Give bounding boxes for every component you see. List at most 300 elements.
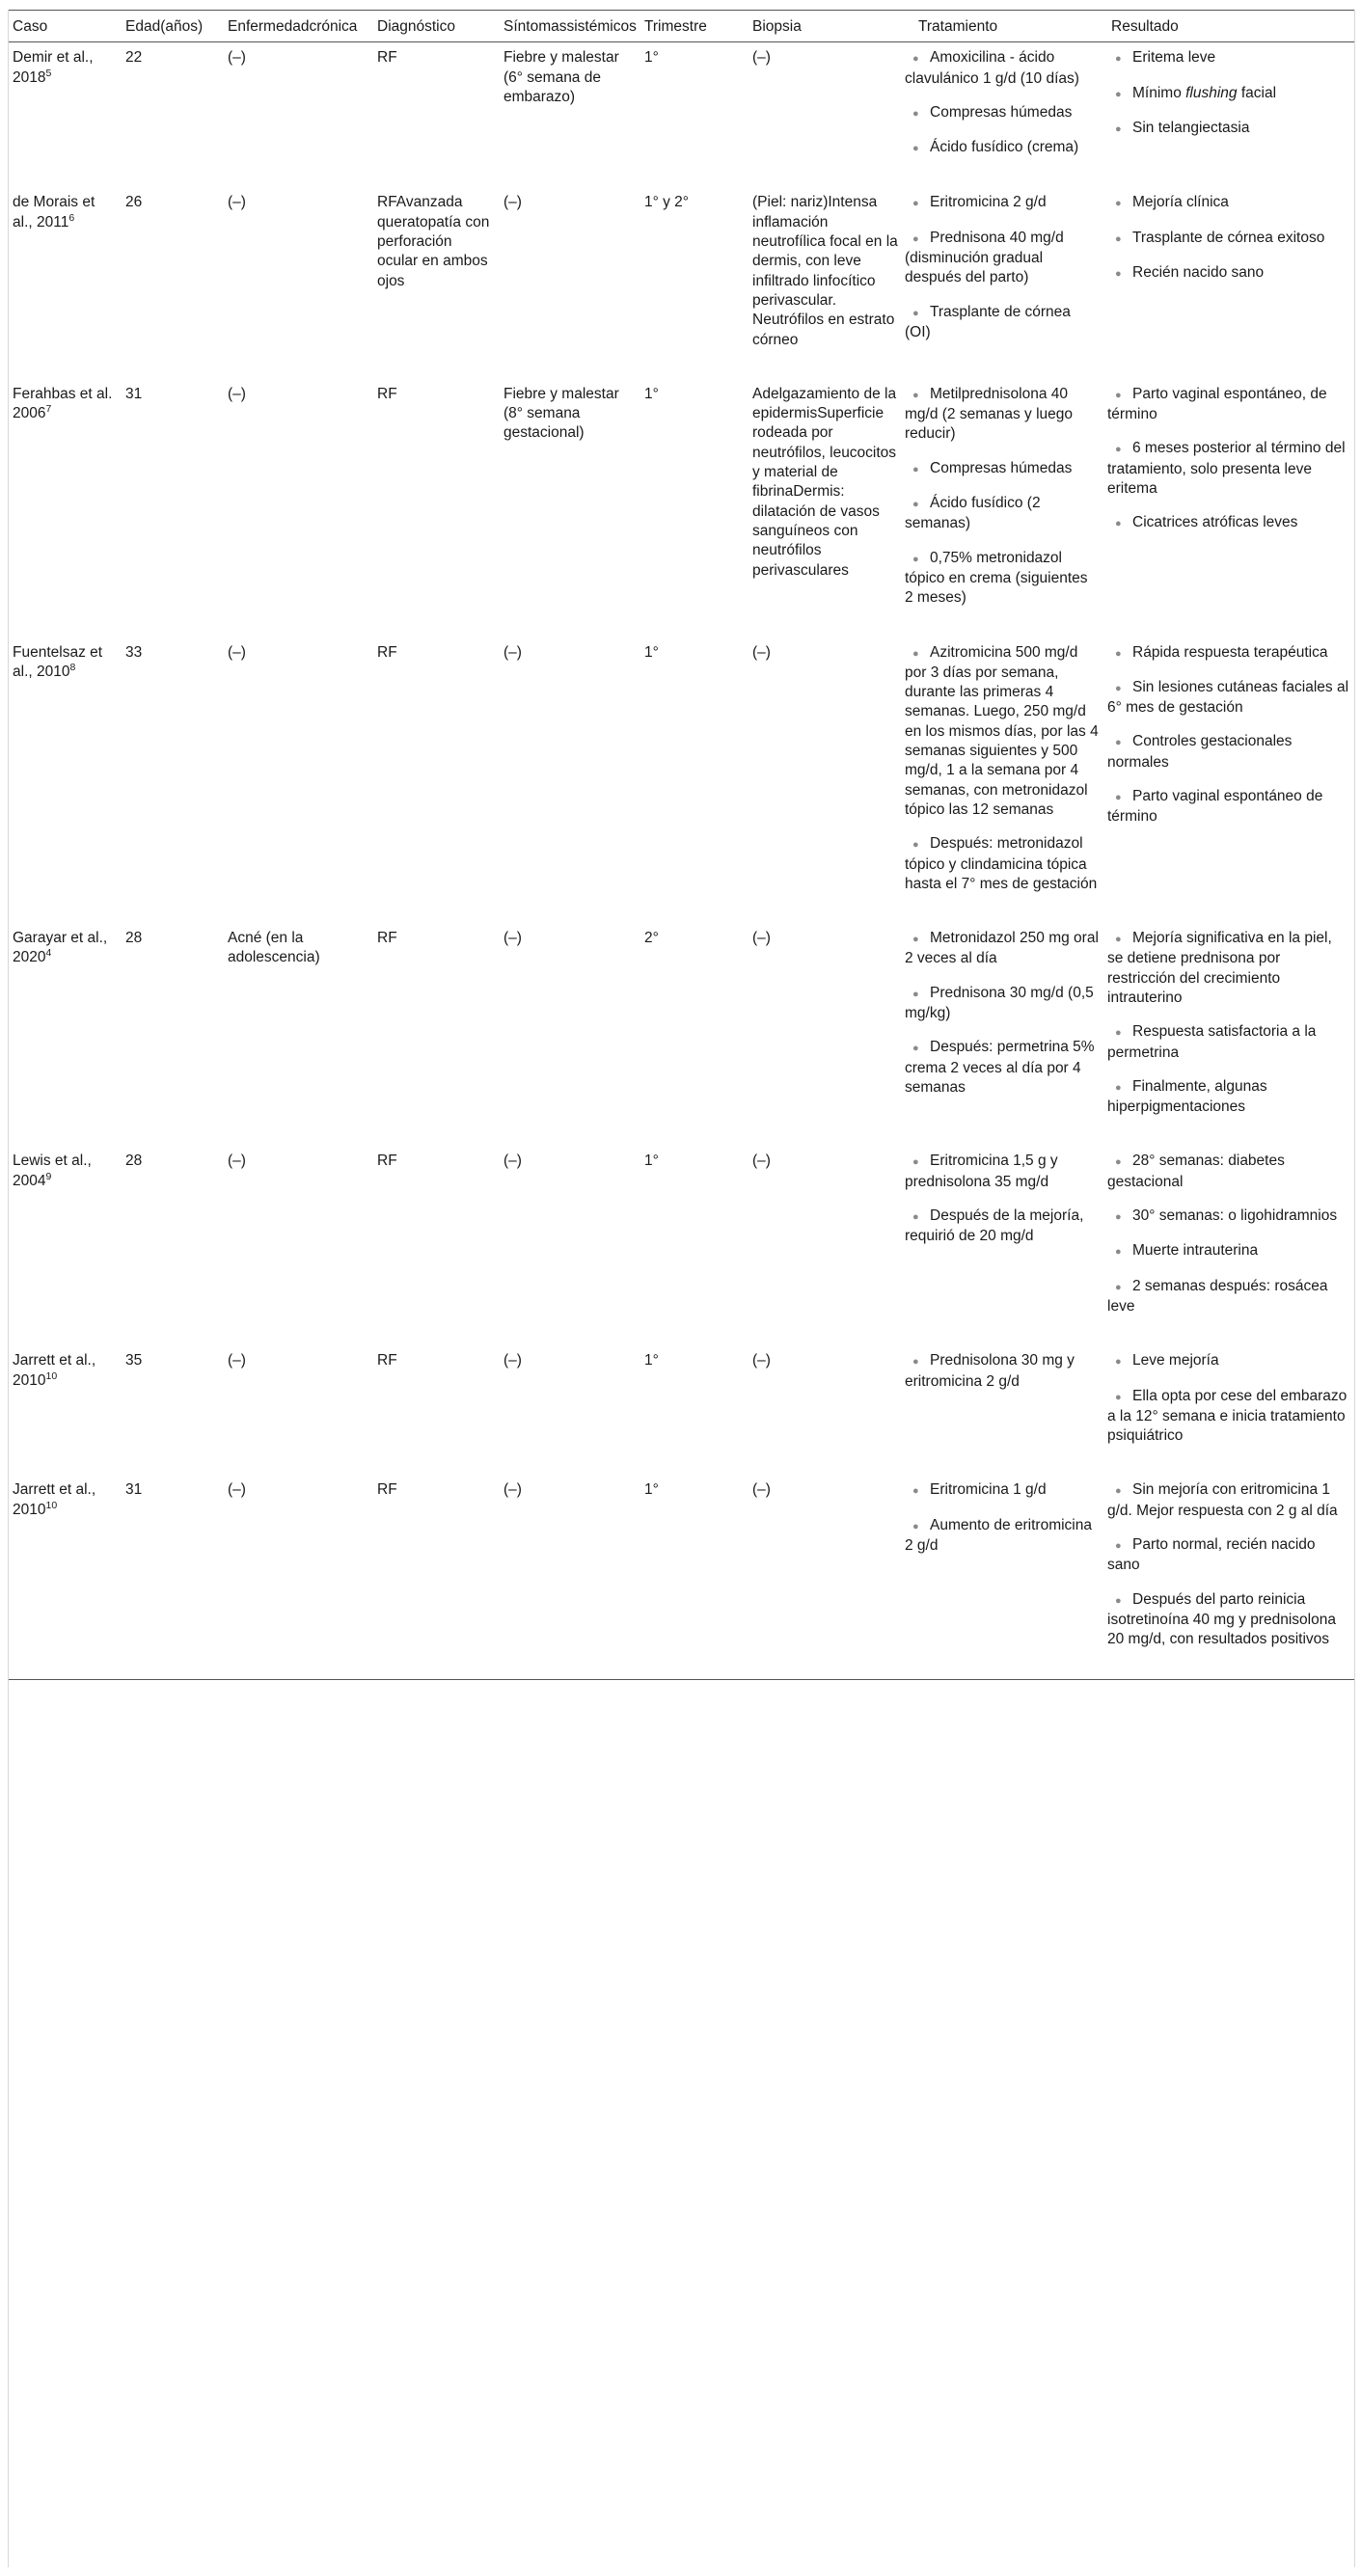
cell-diagnostico-text: RF <box>377 385 397 402</box>
list-item <box>905 984 1100 1024</box>
list-item-text: 6 meses posterior al término del tratamiento, solo presenta leve eritema <box>1107 440 1346 498</box>
cell-resultado <box>1103 379 1354 637</box>
cell-biopsia <box>749 1345 905 1475</box>
cell-tratamiento-list <box>905 48 1100 158</box>
cell-enfermedad <box>224 1146 373 1345</box>
cell-caso <box>9 1345 122 1475</box>
list-item-text: Ácido fusídico (crema) <box>930 139 1079 156</box>
cell-diagnostico <box>373 637 500 924</box>
cell-resultado <box>1103 1475 1354 1679</box>
cell-edad-text: 26 <box>125 194 143 211</box>
cell-tratamiento <box>905 1475 1103 1679</box>
cell-edad <box>122 187 224 378</box>
header-diagnostico: Diagnóstico <box>373 11 500 42</box>
bullet-icon: ● <box>1115 1356 1122 1369</box>
cell-enfermedad <box>224 1475 373 1679</box>
cell-trimestre-text: 1° <box>644 385 659 402</box>
cell-caso-text: Lewis et al., 2004 <box>13 1152 92 1189</box>
list-item-text: Prednisolona 30 mg y eritromicina 2 g/d <box>905 1352 1075 1390</box>
cell-caso-text: de Morais et al., 2011 <box>13 194 95 230</box>
cell-trimestre <box>640 1146 749 1345</box>
bullet-icon: ● <box>912 1485 919 1498</box>
cell-trimestre <box>640 923 749 1146</box>
table-row <box>9 923 1354 1146</box>
list-item-text: Muerte intrauterina <box>1132 1242 1259 1260</box>
cell-trimestre-text: 1° <box>644 49 659 67</box>
cell-edad <box>122 379 224 637</box>
cell-diagnostico-text: RF <box>377 1152 397 1170</box>
cell-biopsia-text: Adelgazamiento de la epidermisSuperficie rodeada por neutrófilos, leucocitos y material de fibrinaDermis: dilatación de vasos sanguíneos con neutrófilos perivasculares <box>752 385 897 579</box>
reference-number: 5 <box>45 67 52 79</box>
list-item <box>905 303 1100 343</box>
cell-edad-text: 22 <box>125 49 143 67</box>
list-item-text: Respuesta satisfactoria a la permetrina <box>1107 1023 1317 1061</box>
list-item-text: Eritromicina 1,5 g y prednisolona 35 mg/d <box>905 1152 1058 1190</box>
list-item <box>1107 385 1350 425</box>
cell-tratamiento <box>905 637 1103 924</box>
list-item-text: Ácido fusídico (2 semanas) <box>905 495 1041 532</box>
table-row <box>9 637 1354 924</box>
list-item <box>905 929 1100 969</box>
list-item-text: Prednisona 40 mg/d (disminución gradual después del parto) <box>905 229 1064 286</box>
cell-trimestre-text: 2° <box>644 930 659 947</box>
cell-enfermedad <box>224 379 373 637</box>
list-item <box>905 193 1100 213</box>
cell-tratamiento-list <box>905 643 1100 895</box>
cell-tratamiento-list <box>905 1351 1100 1392</box>
list-item-text: Aumento de eritromicina 2 g/d <box>905 1516 1092 1555</box>
cell-caso-text: Demir et al., 2018 <box>13 49 94 86</box>
cell-resultado-list <box>1107 385 1350 534</box>
cell-trimestre-text: 1° <box>644 643 659 661</box>
bullet-icon: ● <box>1115 1540 1122 1553</box>
list-item-text: Trasplante de córnea (OI) <box>905 303 1071 340</box>
cell-sintomas-text: (–) <box>504 1481 522 1499</box>
list-item-text: Después: permetrina 5% crema 2 veces al día por 4 semanas <box>905 1039 1095 1096</box>
cell-diagnostico <box>373 923 500 1146</box>
cell-enfermedad-text: (–) <box>228 49 246 67</box>
list-item <box>905 1351 1100 1392</box>
cell-biopsia-text: (Piel: nariz)Intensa inflamación neutrofílica focal en la dermis, con leve infiltrado linfocítico perivascular. Neutrófilos en estrato córneo <box>752 194 898 348</box>
cell-enfermedad <box>224 637 373 924</box>
cell-biopsia <box>749 637 905 924</box>
cell-trimestre-text: 1° <box>644 1481 659 1499</box>
list-item-text: Azitromicina 500 mg/d por 3 días por semana, durante las primeras 4 semanas. Luego, 250 mg/d en los mismos días, por las 4 semanas siguientes y 500 mg/d, 1 a la semana por 4 semanas, con metronidazol tópico las 12 semanas <box>905 643 1099 818</box>
cell-trimestre-text: 1° <box>644 1152 659 1170</box>
case-table <box>9 10 1354 1680</box>
cell-diagnostico <box>373 1345 500 1475</box>
cell-biopsia-text: (–) <box>752 930 771 947</box>
list-item-text: Metilprednisolona 40 mg/d (2 semanas y luego reducir) <box>905 385 1074 443</box>
list-item <box>1107 1535 1350 1576</box>
list-item <box>905 459 1100 479</box>
table-row <box>9 1475 1354 1679</box>
cell-diagnostico <box>373 1475 500 1679</box>
list-item-text: Parto vaginal espontáneo de término <box>1107 788 1323 826</box>
cell-biopsia-text: (–) <box>752 643 771 661</box>
list-item <box>1107 732 1350 773</box>
cell-edad <box>122 1345 224 1475</box>
cell-edad <box>122 1146 224 1345</box>
bullet-icon: ● <box>1115 647 1122 660</box>
cell-trimestre <box>640 379 749 637</box>
reference-number: 6 <box>68 211 75 224</box>
header-sintomas: Síntomassistémicos <box>500 11 640 42</box>
list-item-text: Leve mejoría <box>1132 1352 1219 1369</box>
header-trimestre: Trimestre <box>640 11 749 42</box>
bullet-icon: ● <box>1115 1485 1122 1498</box>
cell-enfermedad-text: Acné (en la adolescencia) <box>228 930 320 966</box>
table-row <box>9 42 1354 188</box>
bullet-icon: ● <box>1115 1211 1122 1224</box>
reference-number: 8 <box>69 661 76 673</box>
cell-resultado-list <box>1107 1351 1350 1446</box>
table-body <box>9 42 1354 1679</box>
cell-tratamiento-list <box>905 193 1100 342</box>
list-item-text: Metronidazol 250 mg oral 2 veces al día <box>905 930 1099 967</box>
bullet-icon: ● <box>1115 1594 1122 1607</box>
cell-edad <box>122 42 224 188</box>
cell-sintomas <box>500 1146 640 1345</box>
header-resultado: Resultado <box>1103 11 1354 42</box>
cell-tratamiento <box>905 379 1103 637</box>
bullet-icon: ● <box>912 198 919 210</box>
header-caso: Caso <box>9 11 122 42</box>
table-row <box>9 187 1354 378</box>
list-item <box>905 229 1100 288</box>
cell-caso <box>9 187 122 378</box>
cell-edad <box>122 637 224 924</box>
cell-diagnostico-text: RF <box>377 1481 397 1499</box>
cell-tratamiento <box>905 42 1103 188</box>
list-item-text: Compresas húmedas <box>930 459 1073 476</box>
cell-sintomas <box>500 187 640 378</box>
bullet-icon: ● <box>1115 122 1122 135</box>
cell-sintomas-text: (–) <box>504 1152 522 1170</box>
cell-tratamiento-list <box>905 929 1100 1098</box>
list-item-text: Controles gestacionales normales <box>1107 733 1293 771</box>
cell-diagnostico-text: RFAvanzada queratopatía con perforación ocular en ambos ojos <box>377 194 490 289</box>
bullet-icon: ● <box>1115 518 1122 530</box>
list-item <box>1107 1590 1350 1650</box>
bullet-icon: ● <box>1115 1081 1122 1094</box>
cell-enfermedad <box>224 42 373 188</box>
cell-diagnostico-text: RF <box>377 1352 397 1369</box>
cell-caso-text: Fuentelsaz et al., 2010 <box>13 643 103 680</box>
cell-trimestre <box>640 637 749 924</box>
list-item-text: Parto vaginal espontáneo, de término <box>1107 385 1327 423</box>
cell-biopsia-text: (–) <box>752 1481 771 1499</box>
list-item <box>905 1207 1100 1247</box>
reference-number: 9 <box>45 1170 52 1182</box>
bullet-icon: ● <box>912 53 919 66</box>
list-item <box>1107 1351 1350 1371</box>
bullet-icon: ● <box>1115 1027 1122 1040</box>
cell-enfermedad <box>224 923 373 1146</box>
cell-resultado-list <box>1107 929 1350 1117</box>
cell-edad-text: 33 <box>125 643 143 661</box>
cell-sintomas <box>500 1345 640 1475</box>
list-item-text: Mejoría significativa en la piel, se detiene prednisona por restricción del crecimiento intrauterino <box>1107 930 1332 1006</box>
list-item <box>905 643 1100 821</box>
list-item-text: Compresas húmedas <box>930 103 1073 121</box>
list-item-text: Ella opta por cese del embarazo a la 12° semana e inicia tratamiento psiquiátrico <box>1107 1387 1347 1445</box>
cell-caso <box>9 637 122 924</box>
bullet-icon: ● <box>1115 934 1122 946</box>
list-item-text: Rápida respuesta terapéutica <box>1132 643 1328 661</box>
cell-diagnostico <box>373 187 500 378</box>
list-item-text: Eritema leve <box>1132 49 1216 67</box>
reference-number: 7 <box>45 403 52 415</box>
cell-sintomas <box>500 379 640 637</box>
list-item-text: 30° semanas: o ligohidramnios <box>1132 1207 1338 1225</box>
cell-diagnostico-text: RF <box>377 643 397 661</box>
list-item-text: 0,75% metronidazol tópico en crema (siguientes 2 meses) <box>905 549 1088 607</box>
bullet-icon: ● <box>912 553 919 565</box>
header-biopsia: Biopsia <box>749 11 905 42</box>
list-item <box>1107 119 1350 139</box>
list-item <box>1107 513 1350 533</box>
list-item <box>1107 1152 1350 1192</box>
list-item-text: Trasplante de córnea exitoso <box>1132 229 1325 246</box>
bullet-icon: ● <box>912 143 919 155</box>
header-tratamiento: Tratamiento <box>905 11 1103 42</box>
list-item-text: Recién nacido sano <box>1132 264 1265 282</box>
bullet-icon: ● <box>912 463 919 475</box>
cell-edad-text: 31 <box>125 385 143 402</box>
cell-biopsia-text: (–) <box>752 1152 771 1170</box>
cell-trimestre-text: 1° <box>644 1352 659 1369</box>
list-item <box>905 48 1100 89</box>
cell-resultado-list <box>1107 48 1350 139</box>
list-item <box>1107 1480 1350 1521</box>
bullet-icon: ● <box>912 389 919 401</box>
cell-resultado <box>1103 637 1354 924</box>
bullet-icon: ● <box>912 307 919 319</box>
cell-edad <box>122 923 224 1146</box>
cell-biopsia-text: (–) <box>752 1352 771 1369</box>
cell-sintomas <box>500 923 640 1146</box>
bullet-icon: ● <box>1115 53 1122 66</box>
bullet-icon: ● <box>912 499 919 511</box>
list-item <box>905 834 1100 894</box>
list-item-text: Sin telangiectasia <box>1132 119 1250 136</box>
cell-trimestre-text: 1° y 2° <box>644 194 690 211</box>
bullet-icon: ● <box>912 647 919 660</box>
list-item-text: Después del parto reinicia isotretinoína 40 mg y prednisolona 20 mg/d, con resultados positivos <box>1107 1590 1336 1648</box>
list-item-text: Después de la mejoría, requirió de 20 mg/d <box>905 1207 1084 1245</box>
bullet-icon: ● <box>912 839 919 852</box>
cell-enfermedad-text: (–) <box>228 194 246 211</box>
list-item-text: 28° semanas: diabetes gestacional <box>1107 1152 1285 1190</box>
bullet-icon: ● <box>912 1356 919 1369</box>
bullet-icon: ● <box>1115 232 1122 245</box>
bullet-icon: ● <box>912 107 919 120</box>
cell-edad-text: 28 <box>125 1152 143 1170</box>
list-item <box>1107 263 1350 284</box>
list-item <box>905 103 1100 123</box>
list-item-text: Después: metronidazol tópico y clindamicina tópica hasta el 7° mes de gestación <box>905 835 1098 892</box>
bullet-icon: ● <box>1115 1156 1122 1169</box>
list-item-text: Amoxicilina - ácido clavulánico 1 g/d (10 días) <box>905 49 1079 87</box>
cell-biopsia <box>749 187 905 378</box>
cell-tratamiento-list <box>905 385 1100 609</box>
list-item-text: 2 semanas después: rosácea leve <box>1107 1277 1328 1315</box>
cell-trimestre <box>640 42 749 188</box>
bullet-icon: ● <box>1115 1246 1122 1259</box>
reference-number: 10 <box>45 1499 58 1511</box>
cell-tratamiento <box>905 923 1103 1146</box>
table-row <box>9 1146 1354 1345</box>
reference-number: 10 <box>45 1369 58 1382</box>
bullet-icon: ● <box>1115 1391 1122 1403</box>
cell-caso <box>9 1146 122 1345</box>
cell-enfermedad-text: (–) <box>228 1352 246 1369</box>
list-item <box>1107 1077 1350 1118</box>
list-item <box>1107 48 1350 68</box>
cell-tratamiento-list <box>905 1152 1100 1246</box>
cell-sintomas-text: (–) <box>504 1352 522 1369</box>
list-item <box>1107 929 1350 1008</box>
table-row <box>9 379 1354 637</box>
list-item <box>1107 84 1350 104</box>
cell-tratamiento <box>905 187 1103 378</box>
cell-caso-text: Jarrett et al., 2010 <box>13 1352 96 1389</box>
list-item-text: Parto normal, recién nacido sano <box>1107 1536 1316 1574</box>
cell-tratamiento-list <box>905 1480 1100 1556</box>
cell-resultado <box>1103 1345 1354 1475</box>
cell-diagnostico <box>373 379 500 637</box>
bullet-icon: ● <box>1115 88 1122 100</box>
cell-enfermedad-text: (–) <box>228 1152 246 1170</box>
cell-resultado <box>1103 1146 1354 1345</box>
list-item <box>1107 1387 1350 1447</box>
header-enfermedad: Enfermedadcrónica <box>224 11 373 42</box>
list-item-text: Eritromicina 2 g/d <box>930 194 1047 211</box>
reference-number: 4 <box>45 947 52 960</box>
list-item-text: Prednisona 30 mg/d (0,5 mg/kg) <box>905 984 1094 1021</box>
cell-edad <box>122 1475 224 1679</box>
bullet-icon: ● <box>1115 682 1122 694</box>
table-header-row <box>9 11 1354 42</box>
cell-trimestre <box>640 187 749 378</box>
list-item <box>1107 1022 1350 1063</box>
list-item <box>905 1038 1100 1098</box>
cell-enfermedad <box>224 1345 373 1475</box>
list-item <box>1107 1207 1350 1227</box>
cell-caso-text: Ferahbas et al. 2006 <box>13 385 113 422</box>
cell-caso <box>9 923 122 1146</box>
list-item-text: Eritromicina 1 g/d <box>930 1481 1047 1499</box>
cell-caso-text: Jarrett et al., 2010 <box>13 1481 96 1518</box>
cell-resultado-list <box>1107 1152 1350 1316</box>
list-item <box>1107 193 1350 213</box>
cell-sintomas-text: (–) <box>504 194 522 211</box>
list-item <box>905 494 1100 534</box>
cell-caso <box>9 1475 122 1679</box>
list-item <box>905 138 1100 158</box>
cell-biopsia <box>749 923 905 1146</box>
cell-diagnostico <box>373 42 500 188</box>
cell-trimestre <box>640 1475 749 1679</box>
bullet-icon: ● <box>1115 737 1122 749</box>
list-item <box>1107 1277 1350 1317</box>
bullet-icon: ● <box>1115 444 1122 456</box>
cell-biopsia-text: (–) <box>752 49 771 67</box>
list-item-text: Sin lesiones cutáneas faciales al 6° mes de gestación <box>1107 678 1349 717</box>
cell-tratamiento <box>905 1345 1103 1475</box>
bullet-icon: ● <box>912 934 919 946</box>
cell-sintomas <box>500 1475 640 1679</box>
cell-caso <box>9 42 122 188</box>
cell-sintomas <box>500 637 640 924</box>
list-item-text: Mínimo flushing facial <box>1132 84 1277 101</box>
cell-enfermedad-text: (–) <box>228 643 246 661</box>
cell-caso-text: Garayar et al., 2020 <box>13 930 108 966</box>
bullet-icon: ● <box>1115 389 1122 401</box>
cell-resultado <box>1103 42 1354 188</box>
list-item <box>905 1480 1100 1501</box>
document-page <box>8 10 1355 2567</box>
cell-sintomas-text: Fiebre y malestar (6° semana de embarazo) <box>504 49 619 105</box>
bullet-icon: ● <box>912 1156 919 1169</box>
list-item <box>905 385 1100 445</box>
cell-caso <box>9 379 122 637</box>
cell-resultado-list <box>1107 193 1350 284</box>
cell-diagnostico-text: RF <box>377 930 397 947</box>
cell-edad-text: 35 <box>125 1352 143 1369</box>
bullet-icon: ● <box>912 1520 919 1532</box>
list-item <box>1107 439 1350 499</box>
cell-resultado-list <box>1107 643 1350 827</box>
list-item <box>1107 643 1350 664</box>
table-row <box>9 1345 1354 1475</box>
bullet-icon: ● <box>912 988 919 1000</box>
cell-biopsia <box>749 379 905 637</box>
list-item <box>1107 1241 1350 1261</box>
bullet-icon: ● <box>1115 268 1122 281</box>
cell-enfermedad-text: (–) <box>228 385 246 402</box>
cell-resultado <box>1103 187 1354 378</box>
cell-resultado-list <box>1107 1480 1350 1649</box>
cell-sintomas-text: (–) <box>504 643 522 661</box>
cell-sintomas <box>500 42 640 188</box>
list-item-text: Finalmente, algunas hiperpigmentaciones <box>1107 1077 1267 1116</box>
header-edad: Edad(años) <box>122 11 224 42</box>
cell-sintomas-text: (–) <box>504 930 522 947</box>
cell-biopsia <box>749 42 905 188</box>
cell-diagnostico <box>373 1146 500 1345</box>
cell-trimestre <box>640 1345 749 1475</box>
bullet-icon: ● <box>1115 198 1122 210</box>
bullet-icon: ● <box>912 232 919 245</box>
list-item-text: Mejoría clínica <box>1132 194 1229 211</box>
cell-edad-text: 28 <box>125 930 143 947</box>
cell-biopsia <box>749 1475 905 1679</box>
cell-enfermedad <box>224 187 373 378</box>
cell-diagnostico-text: RF <box>377 49 397 67</box>
list-item <box>1107 229 1350 249</box>
cell-resultado <box>1103 923 1354 1146</box>
list-item <box>905 1516 1100 1557</box>
list-item <box>905 1152 1100 1192</box>
cell-sintomas-text: Fiebre y malestar (8° semana gestacional) <box>504 385 619 442</box>
cell-enfermedad-text: (–) <box>228 1481 246 1499</box>
list-item <box>1107 678 1350 719</box>
list-item-text: Cicatrices atróficas leves <box>1132 514 1298 531</box>
cell-biopsia <box>749 1146 905 1345</box>
cell-edad-text: 31 <box>125 1481 143 1499</box>
